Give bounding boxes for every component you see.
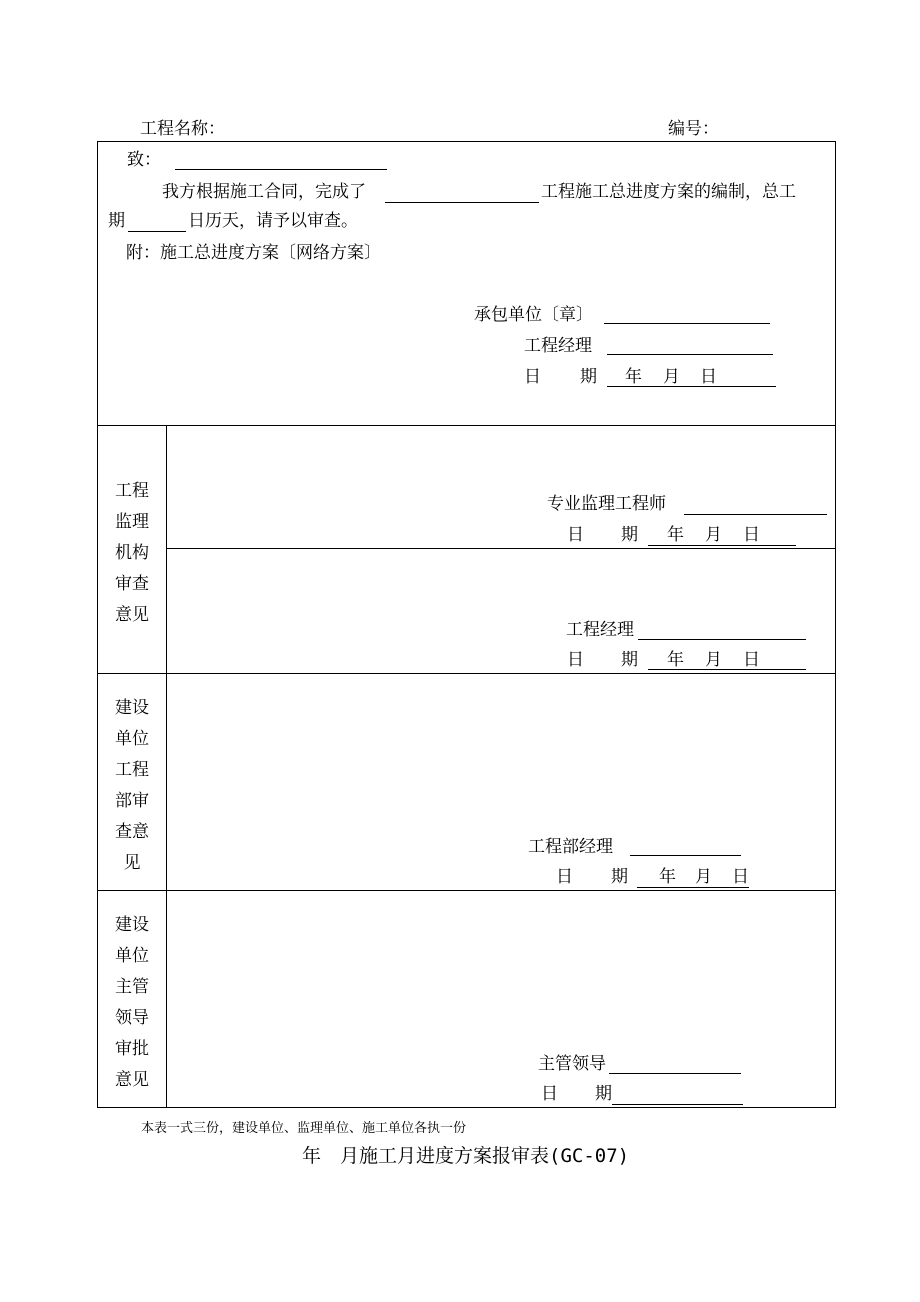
date-day: 日 [743,650,760,670]
dept-manager-blank [630,855,741,856]
number-label: 编号： [668,119,719,139]
date-label-qi: 期 [611,867,628,887]
date-blank [612,1104,743,1105]
contractor-label: 承包单位〔章〕 [474,305,593,325]
date-label-qi: 期 [621,650,638,670]
dept-manager-label: 工程部经理 [528,837,613,857]
date-day: 日 [743,525,760,545]
date-underline [648,545,796,546]
date-month: 月 [695,867,712,887]
date-label-ri: 日 [567,650,584,670]
date-label-qi: 期 [580,367,597,387]
date-year: 年 [667,525,684,545]
date-label-ri: 日 [556,867,573,887]
leader-blank [609,1073,741,1074]
footer-note: 本表一式三份，建设单位、监理单位、施工单位各执一份 [141,1121,467,1136]
contractor-blank [604,323,770,324]
body-text-2: 工程施工总进度方案的编制，总工 [541,182,796,202]
date-year: 年 [659,867,676,887]
date-year: 年 [625,367,642,387]
owner-leader-label: 建设 单位 主管 领导 审批 意见 [115,915,149,1090]
engineer-label: 专业监理工程师 [547,494,666,514]
manager-blank [607,354,773,355]
date-label-qi: 期 [595,1084,612,1104]
date-underline [637,887,749,888]
body-text-1: 我方根据施工合同，完成了 [162,182,366,202]
leader-label: 主管领导 [538,1054,606,1074]
manager-blank [638,639,806,640]
body-text-3: 期 [108,211,125,231]
manager-label: 工程经理 [566,620,634,640]
form-title: 年 月施工月进度方案报审表(GC-07) [302,1145,630,1167]
date-day: 日 [732,867,749,887]
to-blank [175,169,387,170]
date-year: 年 [667,650,684,670]
date-label-qi: 期 [621,525,638,545]
to-label: 致： [127,150,161,170]
date-label-ri: 日 [567,525,584,545]
project-blank [385,202,539,203]
date-label-ri: 日 [541,1084,558,1104]
date-month: 月 [705,650,722,670]
manager-label: 工程经理 [524,336,592,356]
engineer-blank [684,514,827,515]
body-text-4: 日历天，请予以审查。 [188,211,358,231]
supervision-label: 工程 监理 机构 审查 意见 [115,481,149,625]
date-month: 月 [705,525,722,545]
date-month: 月 [663,367,680,387]
attachment-text: 附：施工总进度方案〔网络方案〕 [126,243,381,263]
duration-blank [128,231,186,232]
date-day: 日 [700,367,717,387]
project-name-label: 工程名称： [140,119,225,139]
date-label-ri: 日 [524,367,541,387]
owner-dept-label: 建设 单位 工程 部审 查意 见 [115,698,149,873]
